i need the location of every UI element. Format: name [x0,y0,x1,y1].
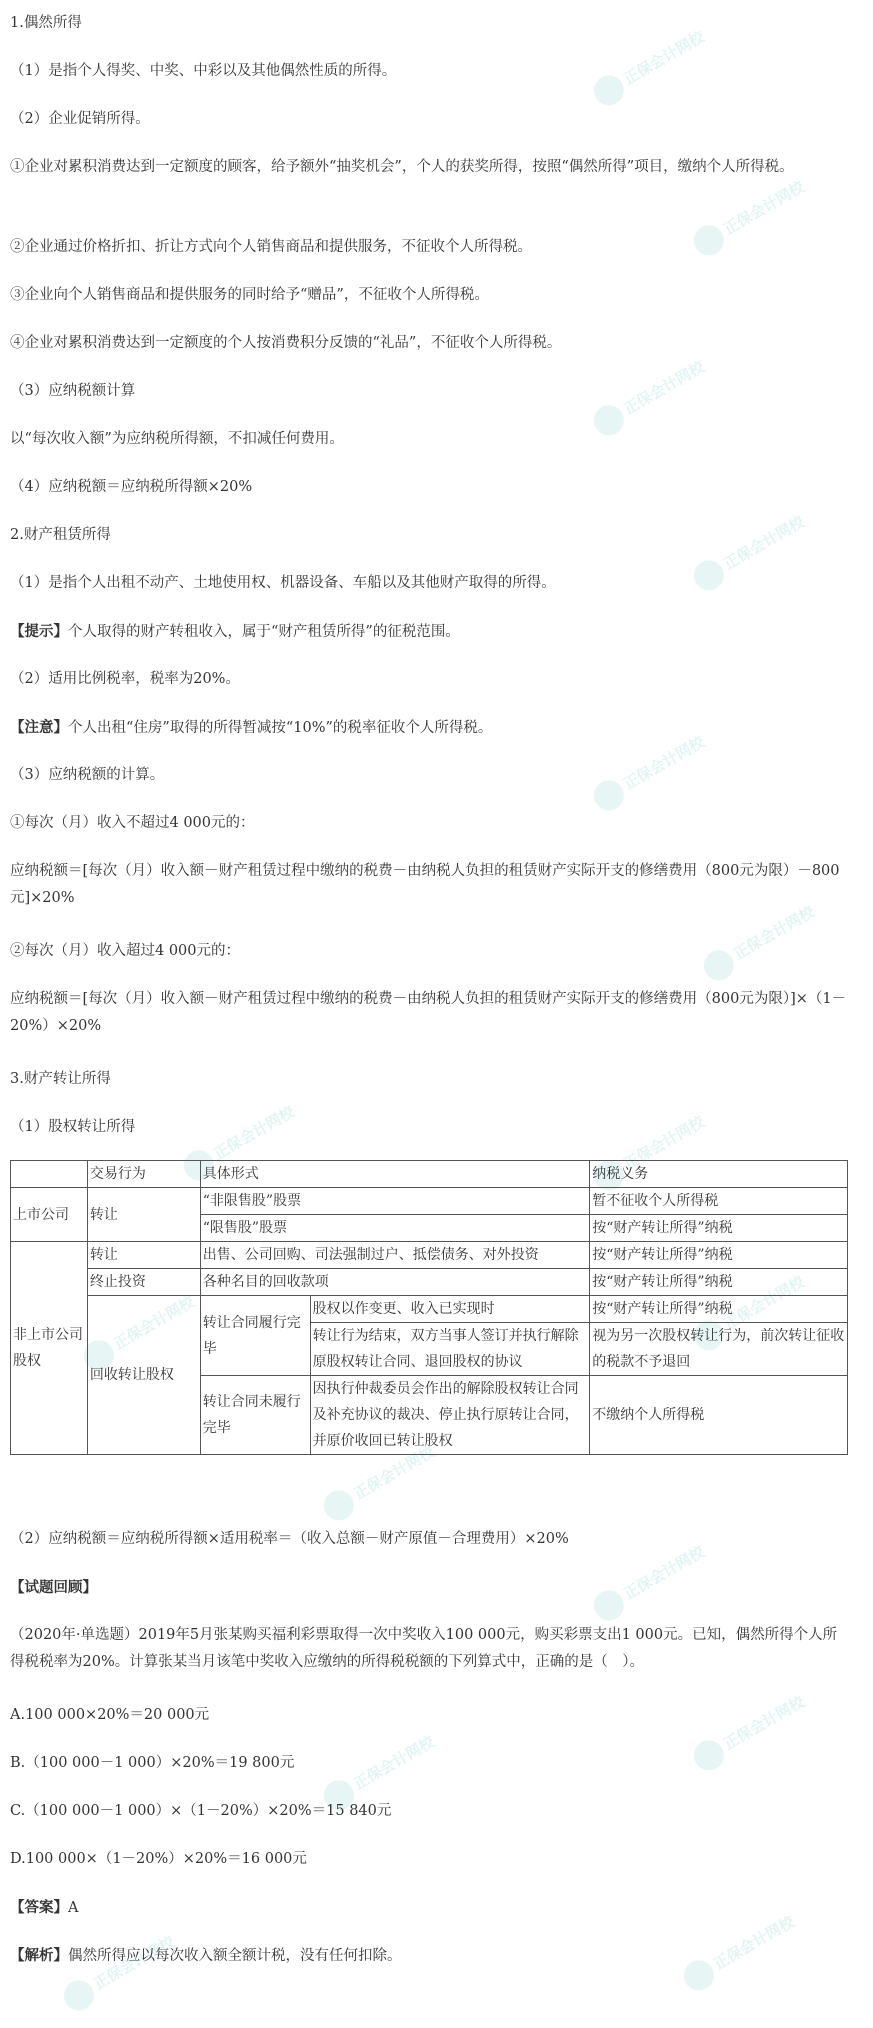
watermark: 正保会计网校 [78,1295,191,1381]
table-cell [11,1161,88,1188]
table-header: 具体形式 [200,1161,590,1188]
table-cell: 转让 [87,1188,200,1242]
table-cell: 按“财产转让所得”纳税 [590,1242,848,1269]
table-cell: 视为另一次股权转让行为，前次转让征收的税款不予退回 [590,1323,848,1376]
note-text: 个人出租“住房”取得的所得暂减按“10%”的税率征收个人所得税。 [68,720,493,736]
paragraph: （2）适用比例税率，税率为20%。 [10,671,240,687]
option-c: C.（100 000－1 000）×（1－20%）×20%＝15 840元 [10,1803,392,1819]
analysis-label: 【解析】 [10,1947,68,1964]
table-cell: 回收转让股权 [87,1296,200,1455]
table-row [11,1161,848,1188]
table-row [11,1269,848,1296]
note-paragraph [10,714,850,742]
note-label: 【注意】 [10,719,68,736]
tip-label: 【提示】 [10,623,68,640]
paragraph: （1）股权转让所得 [10,1119,136,1135]
table-row [11,1188,848,1215]
formula: （2）应纳税额＝应纳税所得额×适用税率＝（收入总额－财产原值－合理费用）×20% [10,1531,569,1547]
table-cell: 各种名目的回收款项 [200,1269,590,1296]
formula: 应纳税额＝[每次（月）收入额－财产租赁过程中缴纳的税费－由纳税人负担的租赁财产实际开支的修缮费用（800元为限）－800元]×20% [10,863,840,906]
option-b: B.（100 000－1 000）×20%＝19 800元 [10,1755,295,1771]
table-row [11,1296,848,1323]
paragraph: （1）是指个人得奖、中奖、中彩以及其他偶然性质的所得。 [10,63,397,79]
table-cell: 非上市公司股权 [11,1242,88,1455]
table-header: 交易行为 [87,1161,200,1188]
watermark: 正保会计网校 [688,515,801,601]
table-cell: 出售、公司回购、司法强制过户、抵偿债务、对外投资 [200,1242,590,1269]
review-title: 【试题回顾】 [10,1579,97,1596]
answer-label: 【答案】 [10,1899,68,1916]
table-cell: 按“财产转让所得”纳税 [590,1215,848,1242]
watermark: 正保会计网校 [318,1445,431,1531]
analysis [10,1942,850,1970]
paragraph: ①每次（月）收入不超过4 000元的： [10,815,255,831]
paragraph: （3）应纳税额的计算。 [10,767,165,783]
watermark: 正保会计网校 [688,1695,801,1781]
watermark: 正保会计网校 [58,1935,171,2021]
analysis-text: 偶然所得应以每次收入额全额计税，没有任何扣除。 [68,1948,402,1964]
table-cell: 上市公司 [11,1188,88,1242]
answer-text: A [68,1900,79,1916]
formula: （4）应纳税额＝应纳税所得额×20% [10,479,253,495]
paragraph: ④企业对累积消费达到一定额度的个人按消费积分反馈的“礼品”，不征收个人所得税。 [10,335,562,351]
question: （2020年·单选题）2019年5月张某购买福利彩票取得一次中奖收入100 000元，购买彩票支出1 000元。已知，偶然所得个人所得税税率为20%。计算张某当月该笔中奖收入应缴纳的所得税税额的下列算式中，正确的是（ ）。 [10,1627,838,1670]
paragraph: ②企业通过价格折扣、折让方式向个人销售商品和提供服务，不征收个人所得税。 [10,239,532,255]
paragraph: （2）企业促销所得。 [10,111,150,127]
table-cell: 转让合同履行完毕 [200,1296,310,1376]
paragraph: ②每次（月）收入超过4 000元的： [10,943,241,959]
watermark: 正保会计网校 [588,30,701,116]
table-cell: 终止投资 [87,1269,200,1296]
watermark: 正保会计网校 [678,1915,791,2001]
table-cell: 转让 [87,1242,200,1269]
table-cell: 按“财产转让所得”纳税 [590,1269,848,1296]
watermark: 正保会计网校 [318,1735,431,1821]
watermark: 正保会计网校 [688,1275,801,1361]
table-cell: 转让行为结束，双方当事人签订并执行解除原股权转让合同、退回股权的协议 [310,1323,590,1376]
table-cell: 因执行仲裁委员会作出的解除股权转让合同及补充协议的裁决、停止执行原转让合同，并原价收回已转让股权 [310,1376,590,1455]
table-cell: “非限售股”股票 [200,1188,590,1215]
table-cell: 不缴纳个人所得税 [590,1376,848,1455]
table-cell: 暂不征收个人所得税 [590,1188,848,1215]
watermark: 正保会计网校 [588,360,701,446]
section-title: 2.财产租赁所得 [10,527,111,543]
paragraph: （1）是指个人出租不动产、土地使用权、机器设备、车船以及其他财产取得的所得。 [10,575,556,591]
watermark: 正保会计网校 [688,180,801,266]
section-title: 3.财产转让所得 [10,1071,111,1087]
watermark: 正保会计网校 [178,1105,291,1191]
table-header: 纳税义务 [590,1161,848,1188]
option-a: A.100 000×20%＝20 000元 [10,1707,210,1723]
watermark: 正保会计网校 [698,905,811,991]
table-row [11,1242,848,1269]
table-cell: 按“财产转让所得”纳税 [590,1296,848,1323]
watermark: 正保会计网校 [588,735,701,821]
equity-transfer-table [10,1160,848,1455]
watermark: 正保会计网校 [588,1545,701,1631]
paragraph: 以“每次收入额”为应纳税所得额，不扣减任何费用。 [10,431,344,447]
watermark: 正保会计网校 [588,1115,701,1201]
section-title: 1.偶然所得 [10,15,82,31]
table-cell: “限售股”股票 [200,1215,590,1242]
answer [10,1894,850,1922]
formula: 应纳税额＝[每次（月）收入额－财产租赁过程中缴纳的税费－由纳税人负担的租赁财产实际开支的修缮费用（800元为限）]×（1－20%）×20% [10,991,847,1034]
tip-paragraph [10,618,850,646]
paragraph: （3）应纳税额计算 [10,383,136,399]
table-cell: 转让合同未履行完毕 [200,1376,310,1455]
tip-text: 个人取得的财产转租收入，属于“财产租赁所得”的征税范围。 [68,624,460,640]
paragraph: ③企业向个人销售商品和提供服务的同时给予“赠品”，不征收个人所得税。 [10,287,489,303]
table-cell: 股权以作变更、收入已实现时 [310,1296,590,1323]
paragraph: ①企业对累积消费达到一定额度的顾客，给予额外“抽奖机会”，个人的获奖所得，按照“偶然所得”项目，缴纳个人所得税。 [10,159,794,175]
option-d: D.100 000×（1－20%）×20%＝16 000元 [10,1851,307,1867]
